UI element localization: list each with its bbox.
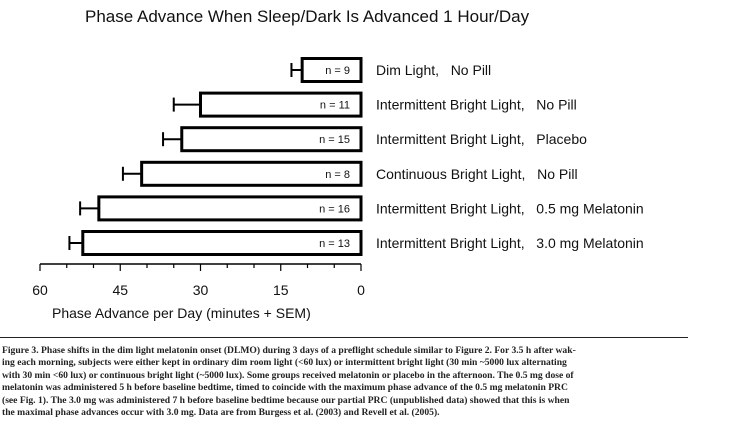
n-label: n = 11 bbox=[319, 99, 350, 112]
n-label: n = 16 bbox=[319, 203, 350, 216]
bars-layer bbox=[69, 59, 643, 255]
x-axis-label: Phase Advance per Day (minutes + SEM) bbox=[52, 305, 311, 321]
x-tick-label: 60 bbox=[32, 282, 48, 298]
caption-line: (see Fig. 1). The 3.0 mg was administered 7 h before baseline bedtime because our partial PRC (unpublished data) showed that this is when bbox=[2, 394, 570, 406]
category-label: Intermittent Bright Light, No Pill bbox=[376, 96, 577, 113]
n-label: n = 13 bbox=[319, 238, 350, 250]
caption-divider bbox=[0, 337, 688, 338]
x-tick-label: 0 bbox=[357, 282, 365, 298]
caption-line: with 30 min <60 lux) or continuous bright light (~5000 lux). Some groups received melatonin or placebo in the afternoon. The 0.5 mg dose of bbox=[2, 369, 574, 381]
chart-title: Phase Advance When Sleep/Dark Is Advanced 1 Hour/Day bbox=[85, 7, 530, 26]
caption-line: melatonin was administered 5 h before baseline bedtime, timed to coincide with the maximum phase advance of the 0.5 mg melatonin PRC bbox=[2, 382, 568, 394]
caption-line: the maximal phase advances occur with 3.0 mg. Data are from Burgess et al. (2003) and Revell et al. (2005). bbox=[2, 407, 440, 419]
n-label: n = 9 bbox=[325, 65, 350, 77]
caption-line: Figure 3. Phase shifts in the dim light melatonin onset (DLMO) during 3 days of a preflight schedule similar to Figure 2. For 3.5 h after wak- bbox=[2, 345, 576, 356]
category-label: Continuous Bright Light, No Pill bbox=[376, 165, 578, 182]
category-label: Intermittent Bright Light, Placebo bbox=[376, 131, 587, 148]
n-label: n = 15 bbox=[319, 134, 350, 147]
n-label: n = 8 bbox=[325, 168, 350, 181]
x-tick-label: 30 bbox=[192, 282, 209, 298]
x-tick-label: 45 bbox=[112, 282, 129, 298]
figure-caption bbox=[2, 345, 690, 419]
x-tick-label: 15 bbox=[272, 282, 289, 298]
category-label: Intermittent Bright Light, 3.0 mg Melatonin bbox=[376, 235, 644, 251]
caption-line: ing each morning, subjects were either kept in ordinary dim room light (<60 lux) or intermittent bright light (30 min ~5000 lux alternating bbox=[2, 357, 567, 369]
category-label: Dim Light, No Pill bbox=[376, 62, 492, 78]
category-label: Intermittent Bright Light, 0.5 mg Melatonin bbox=[376, 200, 644, 217]
x-axis bbox=[32, 264, 365, 298]
